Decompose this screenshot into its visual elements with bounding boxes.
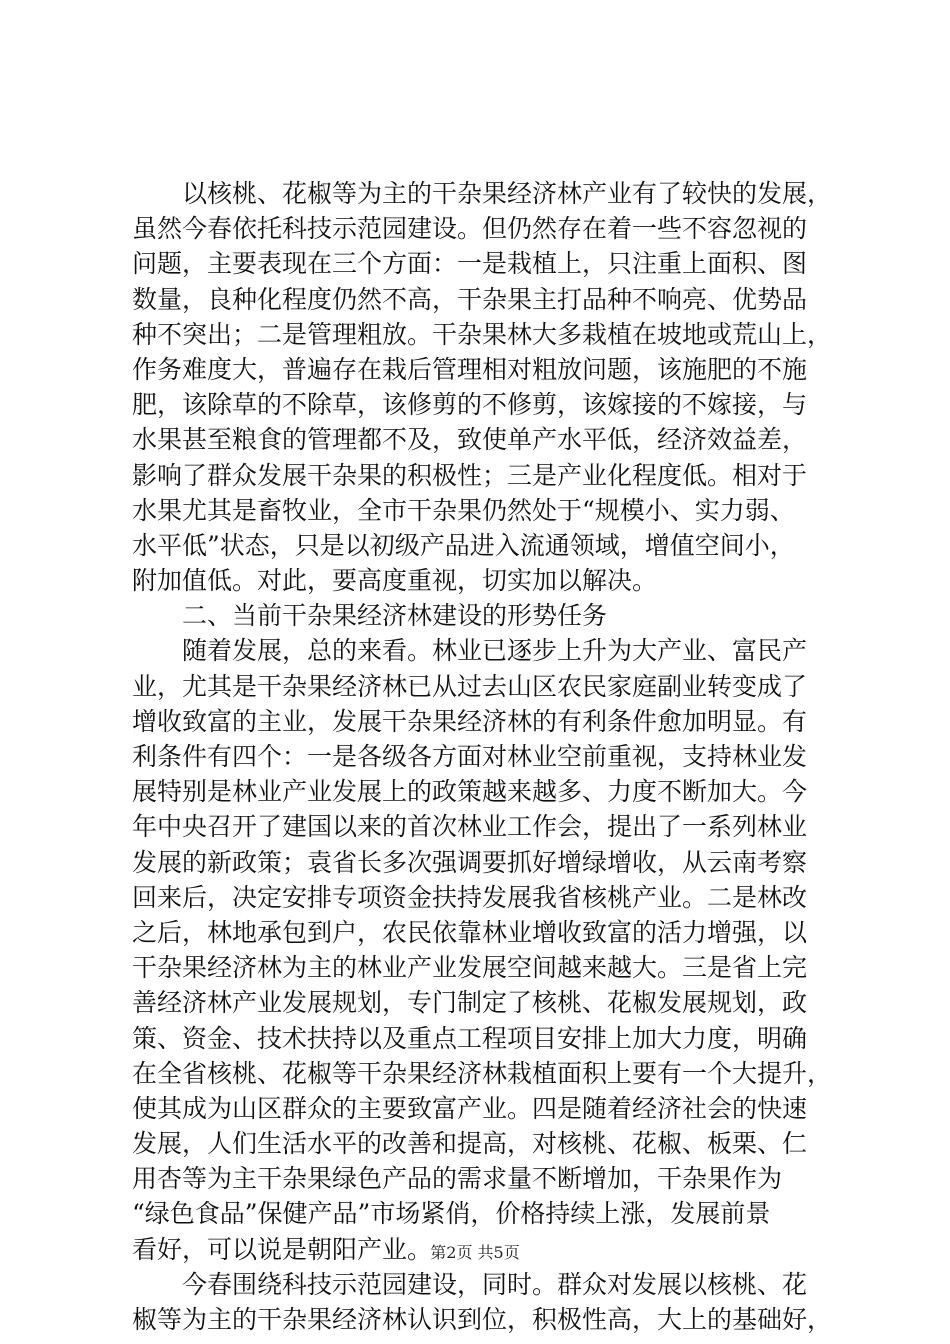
text-line: 展特别是林业产业发展上的政策越来越多、力度不断加大。今 [132,777,808,807]
document-body [132,176,852,1337]
text-line: 回来后，决定安排专项资金扶持发展我省核桃产业。二是林改 [132,882,808,912]
text-line: 影响了群众发展干杂果的积极性；三是产业化程度低。相对于 [132,460,808,490]
text-line: 以核桃、花椒等为主的干杂果经济林产业有了较快的发展， [132,179,833,208]
text-line: 业，尤其是干杂果经济林已从过去山区农民家庭副业转变成了 [132,671,808,701]
text-line: 干杂果经济林为主的林业产业发展空间越来越大。三是省上完 [132,953,808,983]
text-line: 看好，可以说是朝阳产业。 [132,1234,433,1264]
text-line: “绿色食品”保健产品”市场紧俏，价格持续上涨，发展前景 [132,1199,771,1229]
text-line: 发展的新政策；袁省长多次强调要抓好增绿增收，从云南考察 [132,847,808,877]
text-line: 肥，该除草的不除草，该修剪的不修剪，该嫁接的不嫁接，与 [132,390,808,420]
text-line: 种不突出；二是管理粗放。干杂果林大多栽植在坡地或荒山上， [132,319,833,349]
text-line: 用杏等为主干杂果绿色产品的需求量不断增加，干杂果作为 [132,1164,783,1194]
text-line: 二、当前干杂果经济林建设的形势任务 [132,601,608,631]
text-line: 年中央召开了建国以来的首次林业工作会，提出了一系列林业 [132,812,808,842]
text-line: 水平低”状态，只是以初级产品进入流通领域，增值空间小， [132,530,795,560]
text-line: 水果尤其是畜牧业，全市干杂果仍然处于“规模小、实力弱、 [132,495,795,525]
text-line: 在全省核桃、花椒等干杂果经济林栽植面积上要有一个大提升， [132,1058,833,1088]
text-line: 水果甚至粮食的管理都不及，致使单产水平低，经济效益差， [132,425,808,455]
text-line: 作务难度大，普遍存在栽后管理相对粗放问题，该施肥的不施 [132,354,808,384]
text-line: 策、资金、技术扶持以及重点工程项目安排上加大力度，明确 [132,1023,808,1053]
page-footer: 第2页 共5页 [430,1243,520,1262]
text-line: 发展，人们生活水平的改善和提高，对核桃、花椒、板栗、仁 [132,1129,808,1159]
text-line: 善经济林产业发展规划，专门制定了核桃、花椒发展规划，政 [132,988,808,1018]
text-line: 之后，林地承包到户，农民依靠林业增收致富的活力增强，以 [132,917,808,947]
text-line: 增收致富的主业，发展干杂果经济林的有利条件愈加明显。有 [132,706,808,736]
text-line: 椒等为主的干杂果经济林认识到位，积极性高，大上的基础好， [132,1305,833,1334]
text-line: 附加值低。对此，要高度重视，切实加以解决。 [132,566,658,596]
text-line: 问题，主要表现在三个方面：一是栽植上，只注重上面积、图 [132,249,808,279]
text-line: 今春围绕科技示范园建设，同时。群众对发展以核桃、花 [132,1269,808,1299]
text-line: 随着发展，总的来看。林业已逐步上升为大产业、富民产 [132,636,808,666]
text-line: 数量，良种化程度仍然不高，干杂果主打品种不响亮、优势品 [132,284,808,314]
text-line: 虽然今春依托科技示范园建设。但仍然存在着一些不容忽视的 [132,214,808,244]
text-line: 利条件有四个：一是各级各方面对林业空前重视，支持林业发 [132,742,808,771]
text-line: 使其成为山区群众的主要致富产业。四是随着经济社会的快速 [132,1093,808,1123]
